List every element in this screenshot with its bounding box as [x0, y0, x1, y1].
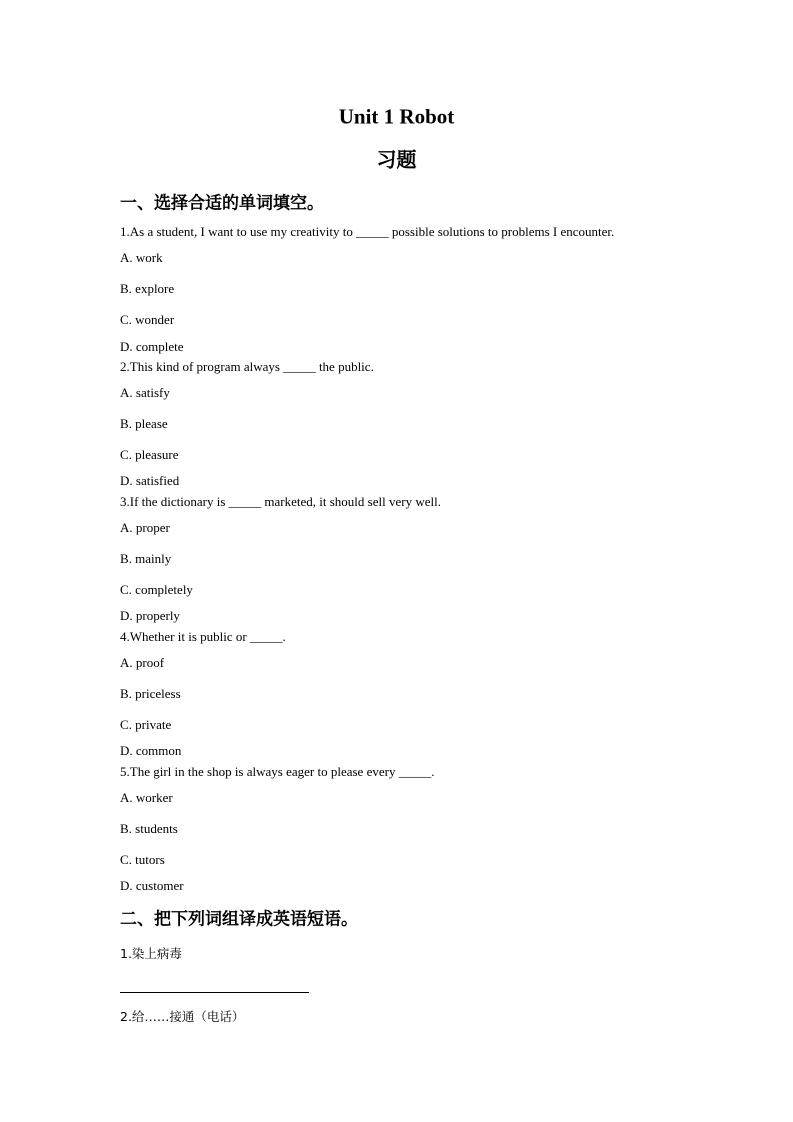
answer-option: A. worker	[120, 790, 173, 805]
answer-option: C. tutors	[120, 852, 165, 867]
answer-option: A. proof	[120, 655, 165, 670]
answer-option: B. priceless	[120, 686, 181, 701]
answer-option: C. pleasure	[120, 447, 179, 462]
question-stem: 4.Whether it is public or _____.	[120, 629, 286, 644]
answer-option: B. mainly	[120, 551, 172, 566]
answer-option: B. students	[120, 821, 178, 836]
answer-option: C. completely	[120, 582, 193, 597]
question-stem: 3.If the dictionary is _____ marketed, it should sell very well.	[120, 494, 441, 509]
section-1-heading: 一、选择合适的单词填空。	[120, 193, 324, 214]
answer-option: B. explore	[120, 281, 175, 296]
question-stem: 1.As a student, I want to use my creativity to _____ possible solutions to problems I encounter.	[120, 224, 615, 239]
answer-option: C. private	[120, 717, 172, 732]
answer-option: D. common	[120, 743, 182, 758]
question-stem: 2.This kind of program always _____ the public.	[120, 359, 374, 374]
answer-option: D. satisfied	[120, 473, 180, 488]
answer-option: D. customer	[120, 878, 184, 893]
question-stem: 5.The girl in the shop is always eager to please every _____.	[120, 764, 435, 779]
answer-option: C. wonder	[120, 312, 175, 327]
translation-item: 1.染上病毒	[120, 946, 182, 961]
document-title: Unit 1 Robot	[338, 104, 455, 129]
answer-option: B. please	[120, 416, 168, 431]
answer-line	[120, 992, 309, 993]
answer-option: D. properly	[120, 608, 180, 623]
answer-option: A. work	[120, 250, 163, 265]
answer-option: A. satisfy	[120, 385, 170, 400]
document-subtitle: 习题	[376, 147, 417, 172]
answer-option: D. complete	[120, 339, 184, 354]
answer-option: A. proper	[120, 520, 170, 535]
translation-item: 2.给……接通（电话）	[120, 1009, 245, 1024]
section-2-heading: 二、把下列词组译成英语短语。	[120, 909, 358, 930]
